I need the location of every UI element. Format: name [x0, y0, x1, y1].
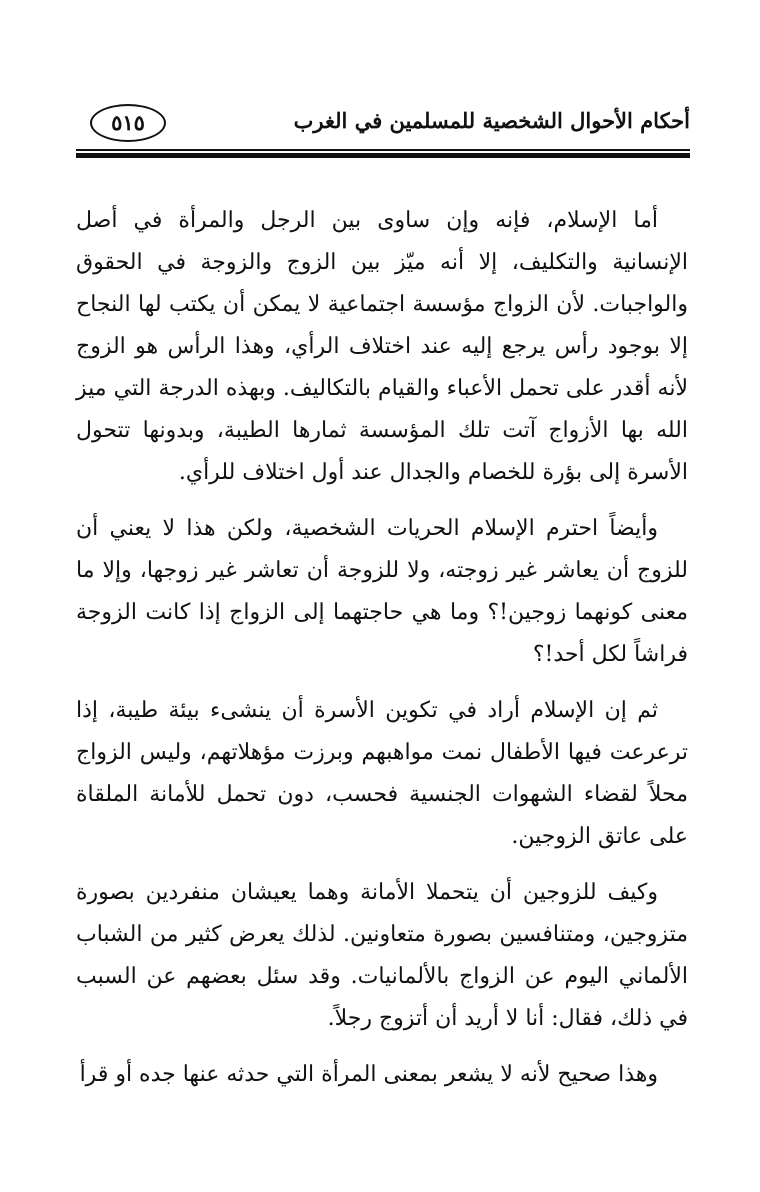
header-rule-thick — [76, 153, 690, 158]
paragraph: وكيف للزوجين أن يتحملا الأمانة وهما يعيشان منفردين بصورة متزوجين، ومتنافسين بصورة متعاونين. لذلك يعرض كثير من الشباب الألماني اليوم عن الزواج بالألمانيات. وقد سئل بعضهم عن السبب في ذلك، فقال: أنا لا أريد أن أتزوج رجلاً. — [76, 880, 688, 1031]
header-rule-thin — [76, 149, 690, 151]
running-title: أحكام الأحوال الشخصية للمسلمين في الغرب — [293, 108, 690, 133]
page-header — [76, 104, 690, 148]
paragraph: وأيضاً احترم الإسلام الحريات الشخصية، ولكن هذا لا يعني أن للزوج أن يعاشر غير زوجته، ولا للزوجة أن تعاشر غير زوجها، وإلا ما معنى كونهما زوجين!؟ وما هي حاجتهما إلى الزواج إذا كانت الزوجة فراشاً لكل أحد!؟ — [76, 516, 688, 667]
paragraph: أما الإسلام، فإنه وإن ساوى بين الرجل والمرأة في أصل الإنسانية والتكليف، إلا أنه ميّز بين الزوج والزوجة في الحقوق والواجبات. لأن الزواج مؤسسة اجتماعية لا يمكن أن يكتب لها النجاح إلا بوجود رأس يرجع إليه عند اختلاف الرأي، وهذا الرأس هو الزوج لأنه أقدر على تحمل الأعباء والقيام بالتكاليف. وبهذه الدرجة التي ميز الله بها الأزواج آتت تلك المؤسسة ثمارها الطيبة، وبدونها تتحول الأسرة إلى بؤرة للخصام والجدال عند أول اختلاف للرأي. — [76, 208, 689, 485]
body-text — [76, 200, 688, 1110]
page-number: ٥١٥ — [90, 104, 166, 142]
paragraph: وهذا صحيح لأنه لا يشعر بمعنى المرأة التي حدثه عنها جده أو قرأ — [79, 1062, 658, 1087]
paragraph: ثم إن الإسلام أراد في تكوين الأسرة أن ينشىء بيئة طيبة، إذا ترعرعت فيها الأطفال نمت مواهبهم وبرزت مؤهلاتهم، وليس الزواج محلاً لقضاء الشهوات الجنسية فحسب، دون تحمل للأمانة الملقاة على عاتق الزوجين. — [76, 698, 688, 849]
